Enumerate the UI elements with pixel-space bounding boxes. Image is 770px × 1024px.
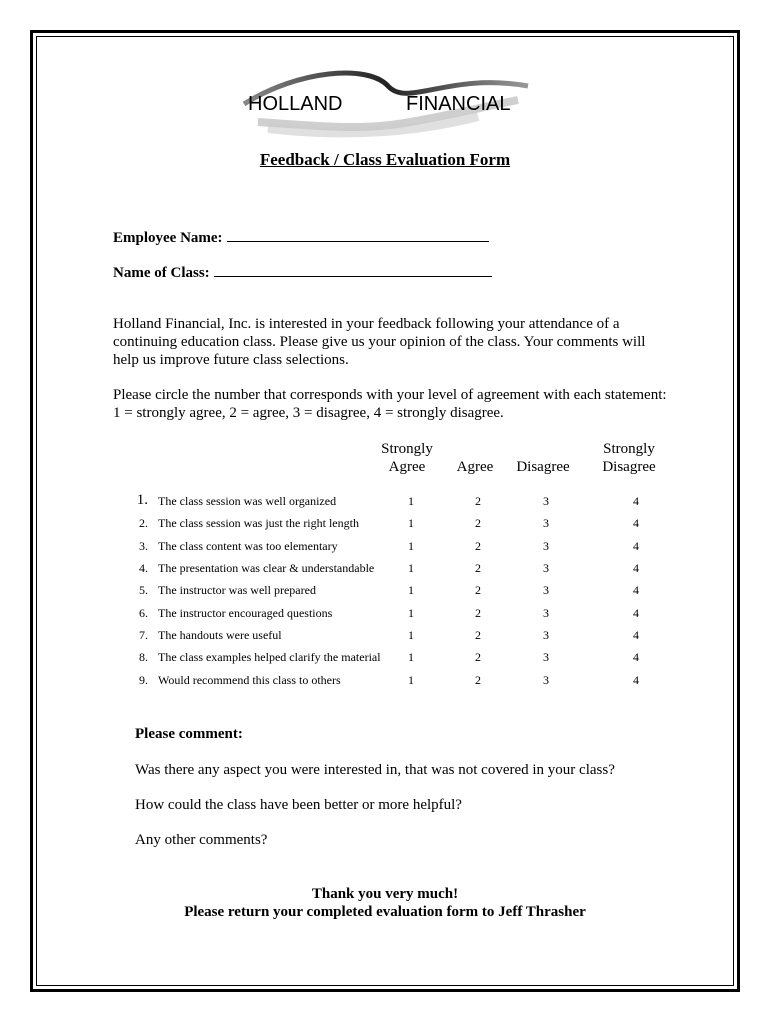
class-name-blank[interactable] — [214, 261, 492, 277]
rating-option-2[interactable]: 2 — [475, 583, 481, 597]
statement-row — [0, 673, 770, 693]
rating-option-1[interactable]: 1 — [408, 561, 414, 575]
rating-option-3[interactable]: 3 — [543, 650, 549, 664]
statement-row — [0, 494, 770, 514]
rating-option-4[interactable]: 4 — [633, 673, 639, 687]
header-agree: Agree — [456, 459, 494, 475]
thank-you-line: Thank you very much! — [311, 886, 459, 902]
rating-option-4[interactable]: 4 — [633, 628, 639, 642]
rating-option-1[interactable]: 1 — [408, 539, 414, 553]
return-instructions: Please return your completed evaluation form to Jeff Thrasher — [184, 904, 586, 920]
statement-number: 8. — [139, 650, 148, 664]
rating-option-2[interactable]: 2 — [475, 606, 481, 620]
rating-option-1[interactable]: 1 — [408, 516, 414, 530]
rating-option-2[interactable]: 2 — [475, 516, 481, 530]
rating-option-3[interactable]: 3 — [543, 606, 549, 620]
rating-option-3[interactable]: 3 — [543, 539, 549, 553]
statement-row — [0, 516, 770, 536]
statement-row — [0, 650, 770, 670]
rating-option-3[interactable]: 3 — [543, 628, 549, 642]
rating-option-4[interactable]: 4 — [633, 516, 639, 530]
statement-text: The presentation was clear & understandable — [158, 561, 375, 575]
rating-option-2[interactable]: 2 — [475, 673, 481, 687]
comment-question-3: Any other comments? — [135, 832, 268, 848]
statement-row — [0, 628, 770, 648]
rating-option-4[interactable]: 4 — [633, 606, 639, 620]
rating-option-4[interactable]: 4 — [633, 494, 639, 508]
header-disagree: Disagree — [516, 459, 570, 475]
instructions-paragraph: Please circle the number that corresponds with your level of agreement with each statement: 1 = strongly agree, 2 = agree, 3 = disagree, 4 = strongly disagree. — [113, 387, 667, 421]
logo-word-financial: FINANCIAL — [406, 93, 511, 115]
rating-option-3[interactable]: 3 — [543, 561, 549, 575]
rating-option-1[interactable]: 1 — [408, 494, 414, 508]
statement-row — [0, 583, 770, 603]
rating-option-2[interactable]: 2 — [475, 494, 481, 508]
header-strongly-agree: Strongly Agree — [381, 441, 433, 475]
statement-text: The class session was well organized — [158, 494, 337, 508]
rating-option-1[interactable]: 1 — [408, 650, 414, 664]
statement-text: The class session was just the right length — [158, 516, 359, 530]
rating-option-2[interactable]: 2 — [475, 539, 481, 553]
statement-row — [0, 539, 770, 559]
statement-number: 4. — [139, 561, 148, 575]
comment-question-1: Was there any aspect you were interested in, that was not covered in your class? — [135, 762, 615, 778]
rating-option-3[interactable]: 3 — [543, 494, 549, 508]
statement-row — [0, 561, 770, 581]
statement-text: Would recommend this class to others — [158, 673, 341, 687]
rating-option-1[interactable]: 1 — [408, 583, 414, 597]
statement-number: 2. — [139, 516, 148, 530]
rating-option-3[interactable]: 3 — [543, 516, 549, 530]
rating-option-4[interactable]: 4 — [633, 650, 639, 664]
statement-row — [0, 606, 770, 626]
rating-option-4[interactable]: 4 — [633, 583, 639, 597]
statement-text: The class content was too elementary — [158, 539, 338, 553]
statement-text: The class examples helped clarify the material — [158, 650, 381, 664]
rating-option-3[interactable]: 3 — [543, 673, 549, 687]
rating-option-1[interactable]: 1 — [408, 628, 414, 642]
rating-option-4[interactable]: 4 — [633, 539, 639, 553]
employee-name-field — [113, 226, 489, 247]
rating-option-2[interactable]: 2 — [475, 561, 481, 575]
statement-number: 9. — [139, 673, 148, 687]
form-title: Feedback / Class Evaluation Form — [259, 150, 511, 169]
statement-number: 6. — [139, 606, 148, 620]
logo-word-holland: HOLLAND — [248, 93, 343, 115]
employee-name-label: Employee Name: — [113, 230, 223, 246]
statement-number: 7. — [139, 628, 148, 642]
comment-question-2: How could the class have been better or more helpful? — [135, 797, 462, 813]
holland-financial-logo — [238, 64, 538, 144]
class-name-label: Name of Class: — [113, 265, 210, 281]
rating-option-2[interactable]: 2 — [475, 628, 481, 642]
statement-text: The handouts were useful — [158, 628, 282, 642]
rating-option-1[interactable]: 1 — [408, 673, 414, 687]
class-name-field — [113, 261, 492, 282]
statement-number: 1. — [136, 492, 148, 508]
rating-option-3[interactable]: 3 — [543, 583, 549, 597]
rating-option-4[interactable]: 4 — [633, 561, 639, 575]
employee-name-blank[interactable] — [227, 226, 489, 242]
statement-number: 5. — [139, 583, 148, 597]
rating-option-1[interactable]: 1 — [408, 606, 414, 620]
statement-text: The instructor encouraged questions — [158, 606, 333, 620]
statement-number: 3. — [139, 539, 148, 553]
comment-heading: Please comment: — [135, 726, 243, 742]
statement-text: The instructor was well prepared — [158, 583, 316, 597]
rating-option-2[interactable]: 2 — [475, 650, 481, 664]
header-strongly-disagree: Strongly Disagree — [602, 441, 656, 475]
intro-paragraph: Holland Financial, Inc. is interested in your feedback following your attendance of a continuing education class. Please give us your opinion of the class. Your comments will help us improve future class selections. — [113, 316, 646, 368]
